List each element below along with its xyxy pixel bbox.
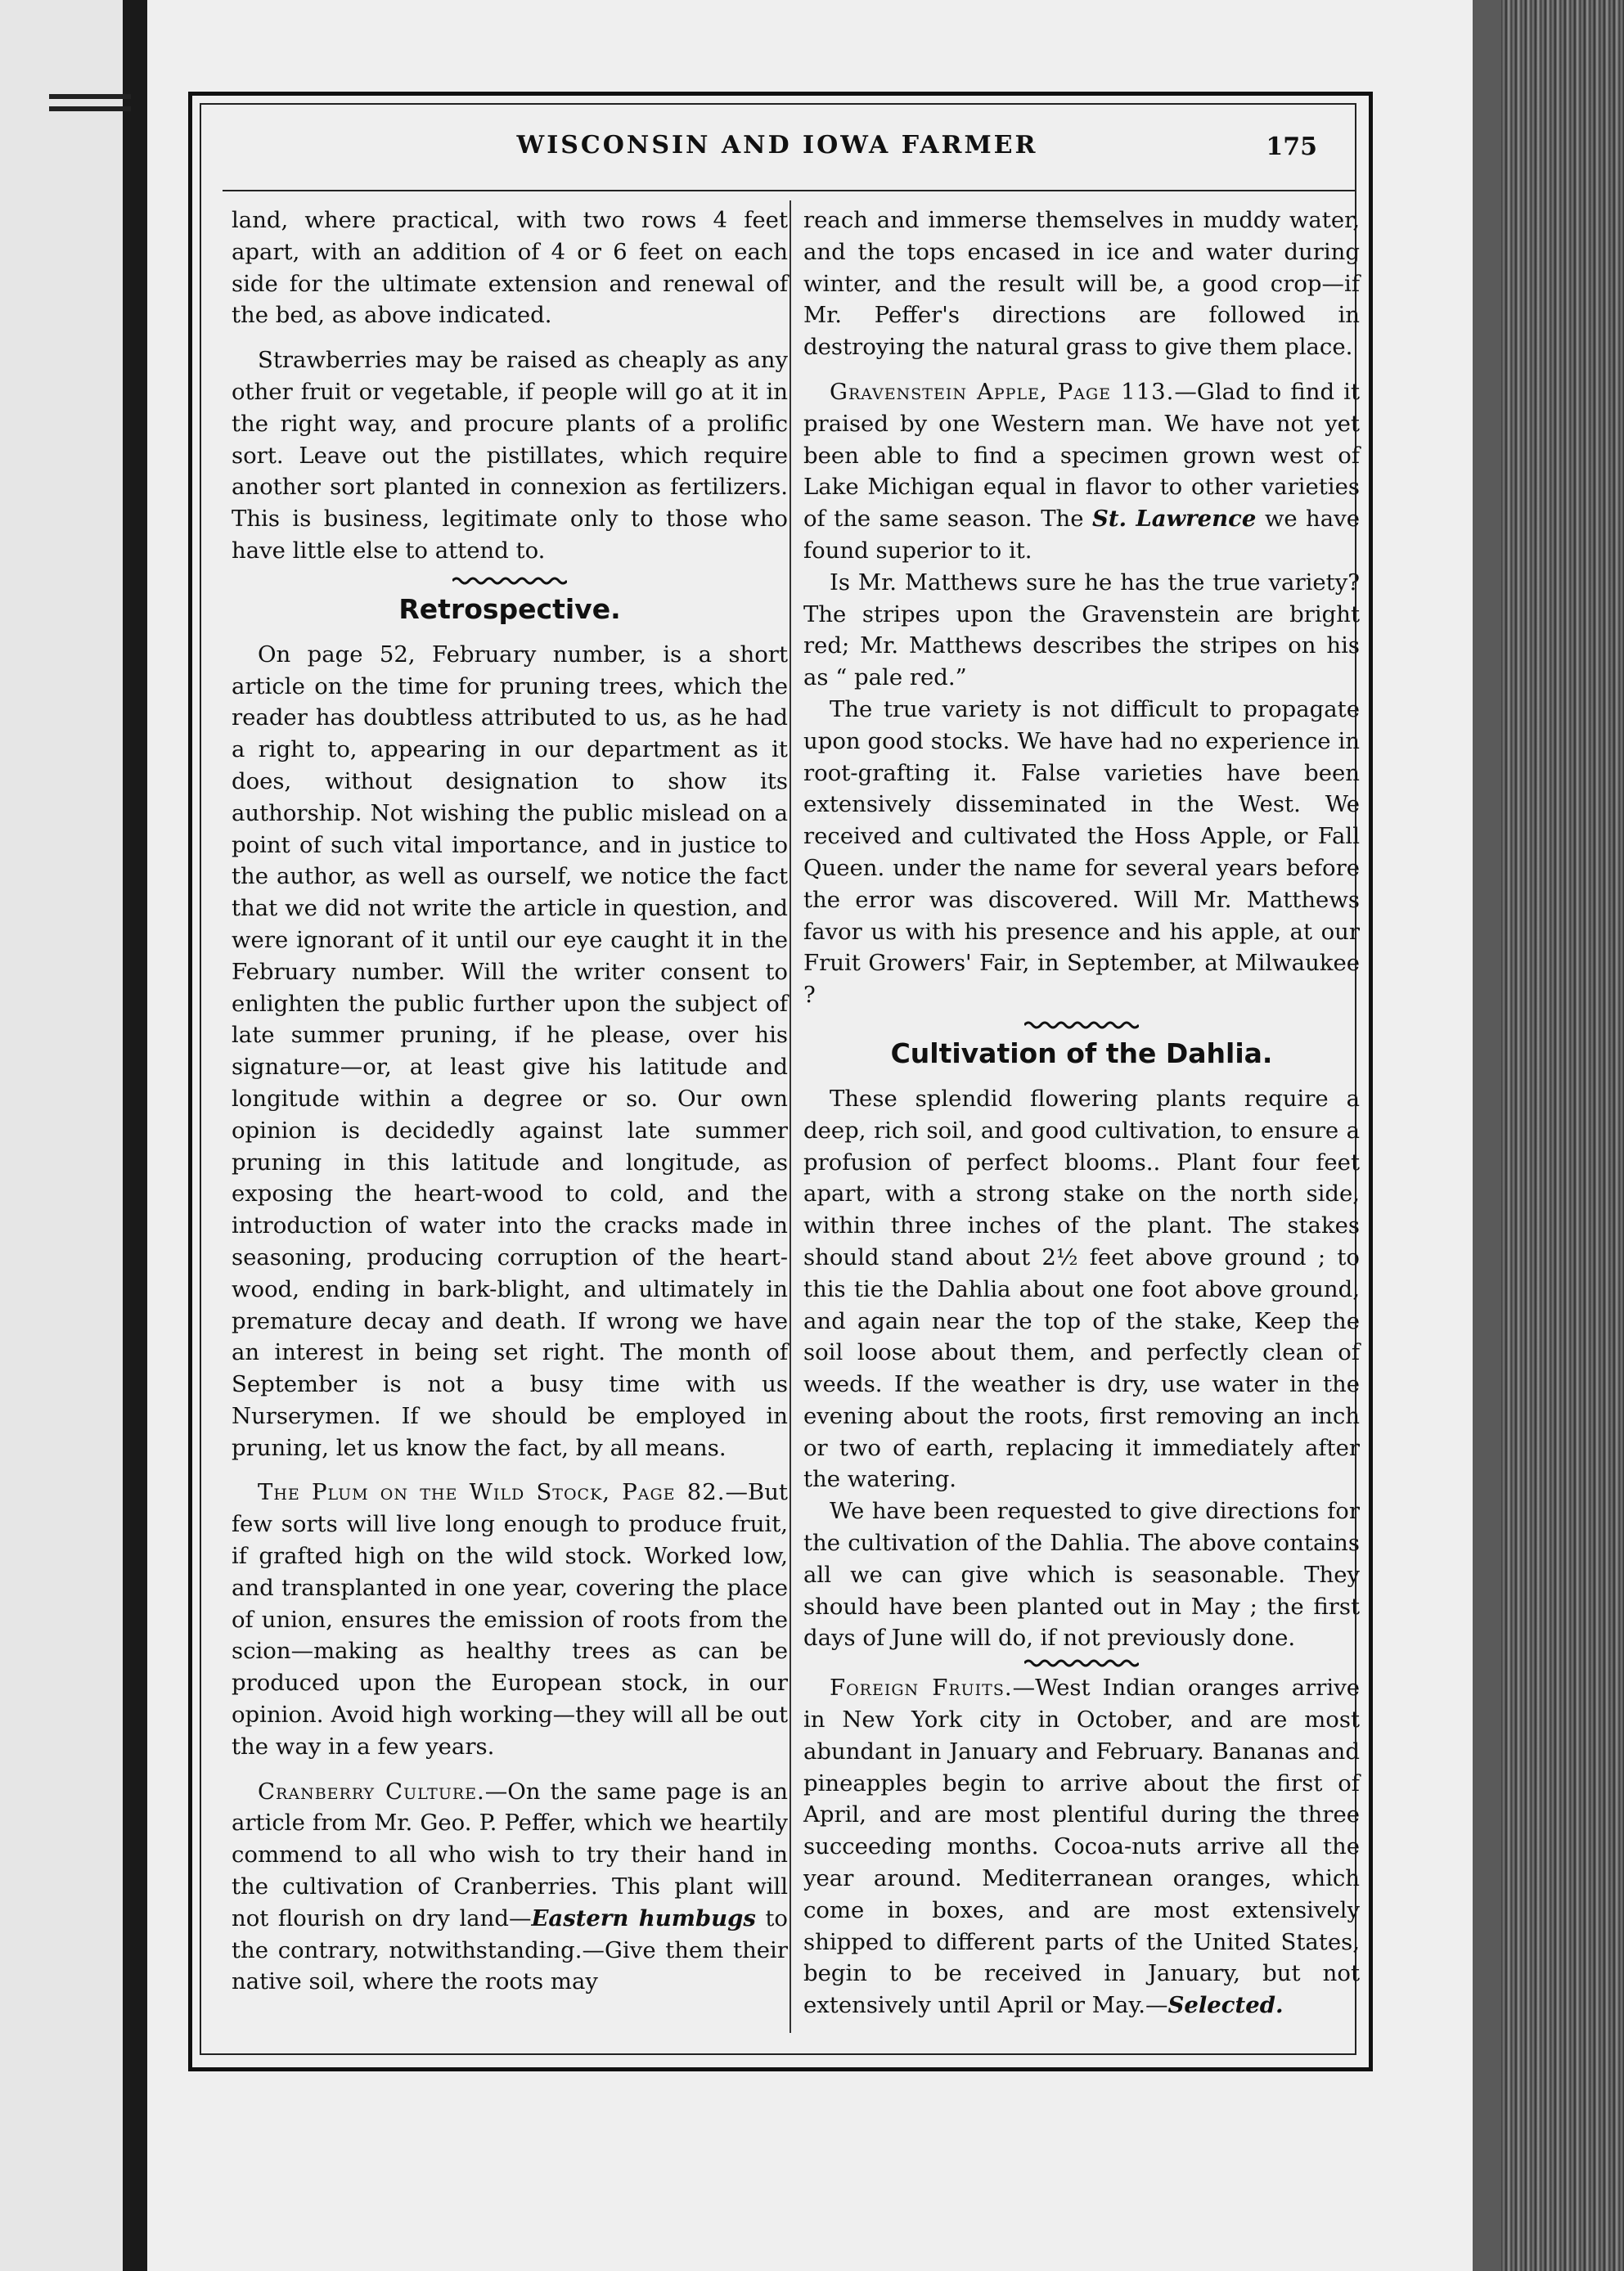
paragraph-plum <box>232 1477 788 1762</box>
heading-dahlia: Cultivation of the Dahlia. <box>890 1037 1273 1069</box>
paragraph-cranberry-continued: reach and immerse themselves in muddy water, and the tops encased in ice and water during winter, and the result will be, a good crop—if Mr. Peffer's directions are followed in destroying the natural grass to give them place. <box>803 207 1360 361</box>
paragraph-true-variety: The true variety is not difficult to propagate upon good stocks. We have had no experience in root-grafting it. False varieties have been extensively disseminated in the West. We received and cultivated the Hoss Apple, or Fall Queen. under the name for several years before the error was discovered. Will Mr. Matthews favor us with his presence and his apple, at our Fruit Growers' Fair, in September, at Milwaukee ? <box>803 695 1360 1009</box>
gutter-mark <box>49 94 131 99</box>
binding-gutter <box>123 0 147 2271</box>
cranberry-text: —On the same page is an article from Mr. Geo. P. Peffer, which we heartily commend to all who wish to try their hand in the cultivation of Cranberries. This plant will not flourish on dry land— <box>232 1778 788 1931</box>
plum-text: —But few sorts will live long enough to produce fruit, if grafted high on the wild stock. Worked low, and transplanted in one year, covering the place of union, ensures the emission of roots from the scion—making as healthy trees as can be produced upon the European stock, in our opinion. Avoid high working—they will all be out the way in a few years. <box>232 1479 788 1760</box>
gutter-mark <box>49 106 131 111</box>
header-rule <box>223 190 1356 191</box>
column-rule <box>790 200 791 2033</box>
foreign-fruits-text: —West Indian oranges arrive in New York city in October, and are most abundant in January and February. Bananas and pineapples begin to arrive about the first of April, and are most plentiful during the three succeeding months. Cocoa-nuts arrive all the year around. Mediterranean oranges, which come in boxes, and are most extensively shipped to different parts of the United States, begin to be received in January, but not extensively until April or May.— <box>803 1675 1361 2019</box>
running-title: WISCONSIN AND IOWA FARMER <box>516 131 1038 160</box>
gravenstein-text: —Glad to find it praised by one Western man. We have not yet been able to find a specimen grown west of Lake Michigan equal in flavor to other varieties of the same season. The <box>803 378 1360 533</box>
gravenstein-text-end: we have found superior to it. <box>803 506 1360 564</box>
cranberry-italic: Eastern humbugs <box>531 1904 756 1931</box>
paragraph-retrospective: On page 52, February number, is a short article on the time for pruning trees, which the reader has doubtless attributed to us, as he had a right to, appearing in our department as it does, without designation to show its authorship. Not wishing the public mislead on a point of such vital importance, and in justice to the author, as well as ourself, we notice the fact that we did not write the article in question, and were ignorant of it until our eye caught it in the February number. Will the writer consent to enlighten the public further upon the subject of late summer pruning, if he please, over his signature—or, at least give his latitude and longitude within a degree or so. Our own opinion is decidedly against late summer pruning in this latitude and longitude, as exposing the heart-wood to cold, and the introduction of water into the cracks made in seasoning, producing corruption of the heart-wood, ending in bark-blight, and ultimately in premature decay and death. If wrong we have an interest in being set right. The month of September is not a busy time with us Nurserymen. If we should be employed in pruning, let us know the fact, by all means. <box>232 641 788 1461</box>
right-column <box>803 205 1360 2021</box>
paragraph-dahlia-1: These splendid flowering plants require a deep, rich soil, and good cultivation, to ensure a profusion of perfect blooms.. Plant four feet apart, with a strong stake on the north side, within three inches of the plant. The stakes should stand about 2½ feet above ground ; to this tie the Dahlia about one foot above ground, and again near the top of the stake, Keep the soil loose about them, and perfectly clean of weeds. If the weather is dry, use water in the evening about the roots, first removing an inch or two of earth, replacing it immediately after the watering. <box>803 1085 1360 1493</box>
page-header <box>213 131 1342 172</box>
paragraph-cranberry <box>232 1776 788 1999</box>
cranberry-text-end: to the contrary, notwithstanding.—Give them their native soil, where the roots may <box>232 1904 788 1995</box>
wavy-rule <box>452 575 567 587</box>
paragraph-foreign-fruits <box>803 1672 1360 2021</box>
paragraph-bed-layout: land, where practical, with two rows 4 feet apart, with an addition of 4 or 6 feet on each side for the ultimate extension and renewal of the bed, as above indicated. <box>232 207 788 329</box>
page-shadow <box>1473 0 1501 2271</box>
paragraph-strawberries: Strawberries may be raised as cheaply as any other fruit or vegetable, if people will go at it in the right way, and procure plants of a prolific sort. Leave out the pistillates, which require another sort planted in connexion as fertilizers. This is business, legitimate only to those who have little else to attend to. <box>232 347 788 564</box>
plum-title: The Plum on the Wild Stock, Page 82. <box>258 1479 726 1506</box>
foreign-fruits-title: Foreign Fruits. <box>830 1675 1013 1702</box>
wavy-rule <box>1024 1019 1139 1031</box>
previous-page-margin <box>0 0 139 2271</box>
foreign-fruits-credit: Selected. <box>1167 1992 1284 2019</box>
gravenstein-title: Gravenstein Apple, Page 113. <box>830 378 1175 405</box>
cranberry-title: Cranberry Culture. <box>258 1778 485 1805</box>
left-column <box>232 205 788 1998</box>
wavy-rule <box>1024 1657 1139 1669</box>
gravenstein-italic: St. Lawrence <box>1091 506 1257 533</box>
paragraph-dahlia-2: We have been requested to give directions for the cultivation of the Dahlia. The above contains all we can give which is seasonable. They should have been planted out in May ; the first days of June will do, if not previously done. <box>803 1498 1360 1652</box>
page-number: 175 <box>1266 133 1317 161</box>
heading-retrospective: Retrospective. <box>398 592 621 625</box>
paragraph-gravenstein <box>803 376 1360 567</box>
book-edge <box>1501 0 1624 2271</box>
paragraph-matthews: Is Mr. Matthews sure he has the true variety? The stripes upon the Gravenstein are bright red; Mr. Matthews describes the stripes on his as “ pale red.” <box>803 569 1360 691</box>
